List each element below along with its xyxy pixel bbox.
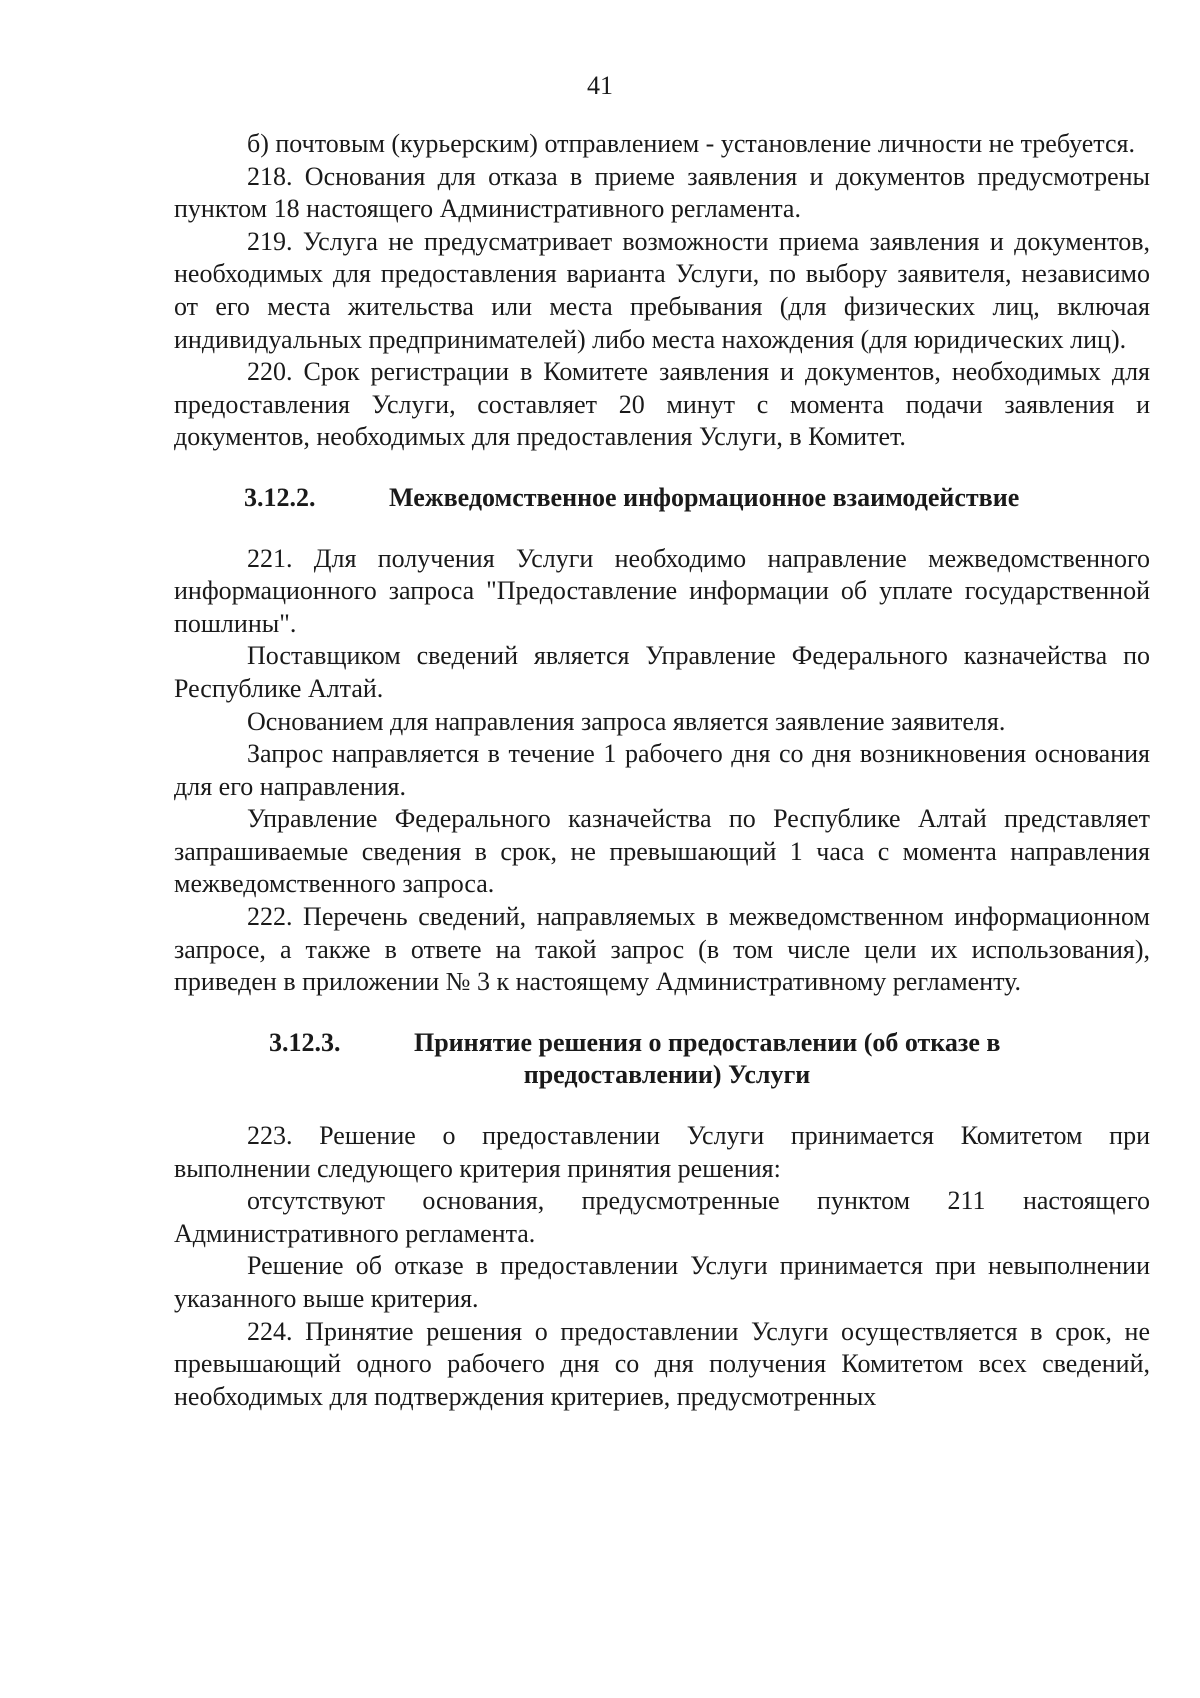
section-heading-3-12-2	[174, 482, 1150, 515]
section-heading-3-12-3	[174, 1027, 1150, 1092]
paragraph-criterion: отсутствуют основания, предусмотренные пунктом 211 настоящего Административного регламента.	[174, 1186, 1150, 1248]
section-number: 3.12.3.	[269, 1027, 341, 1057]
paragraph-basis: Основанием для направления запроса является заявление заявителя.	[247, 706, 1006, 736]
section-number: 3.12.2.	[244, 482, 316, 512]
paragraph-218: 218. Основания для отказа в приеме заявления и документов предусмотрены пунктом 18 настоящего Административного регламента.	[174, 161, 1150, 224]
section-title-part-1: Принятие решения о предоставлении (об отказе в	[414, 1027, 1001, 1057]
paragraph-response-timing: Управление Федерального казначейства по Республике Алтай представляет запрашиваемые сведения в срок, не превышающий 1 часа с момента направления межведомственного запроса.	[174, 804, 1150, 899]
section-title-line-1	[174, 1027, 1150, 1060]
section-title: Межведомственное информационное взаимодействие	[389, 482, 1020, 512]
page-number: 41	[587, 71, 613, 100]
paragraph-220: 220. Срок регистрации в Комитете заявления и документов, необходимых для предоставления Услуги, составляет 20 минут с момента подачи заявления и документов, необходимых для предоставления Услуги, в Комитет.	[174, 357, 1150, 452]
document-body	[174, 128, 1150, 1413]
section-title-line-2: предоставлении) Услуги	[523, 1060, 811, 1090]
paragraph-219: 219. Услуга не предусматривает возможности приема заявления и документов, необходимых для предоставления варианта Услуги, по выбору заявителя, независимо от его места жительства или места пребывания (для физических лиц, включая индивидуальных предпринимателей) либо места нахождения (для юридических лиц).	[174, 226, 1150, 354]
paragraph-224: 224. Принятие решения о предоставлении Услуги осуществляется в срок, не превышающий одного рабочего дня со дня получения Комитетом всех сведений, необходимых для подтверждения критериев, предусмотренных	[174, 1316, 1150, 1411]
paragraph-refusal: Решение об отказе в предоставлении Услуги принимается при невыполнении указанного выше критерия.	[174, 1251, 1150, 1313]
paragraph-222: 222. Перечень сведений, направляемых в межведомственном информационном запросе, а также в ответе на такой запрос (в том числе цели их использования), приведен в приложении № 3 к настоящему Административному регламенту.	[174, 902, 1150, 997]
paragraph-223: 223. Решение о предоставлении Услуги принимается Комитетом при выполнении следующего критерия принятия решения:	[174, 1121, 1150, 1183]
paragraph-supplier: Поставщиком сведений является Управление Федерального казначейства по Республике Алтай.	[174, 641, 1150, 703]
paragraph-221: 221. Для получения Услуги необходимо направление межведомственного информационного запроса "Предоставление информации об уплате государственной пошлины".	[174, 543, 1150, 638]
paragraph-b-postal: б) почтовым (курьерским) отправлением - установление личности не требуется.	[247, 129, 1135, 158]
paragraph-request-timing: Запрос направляется в течение 1 рабочего дня со дня возникновения основания для его направления.	[174, 739, 1150, 801]
